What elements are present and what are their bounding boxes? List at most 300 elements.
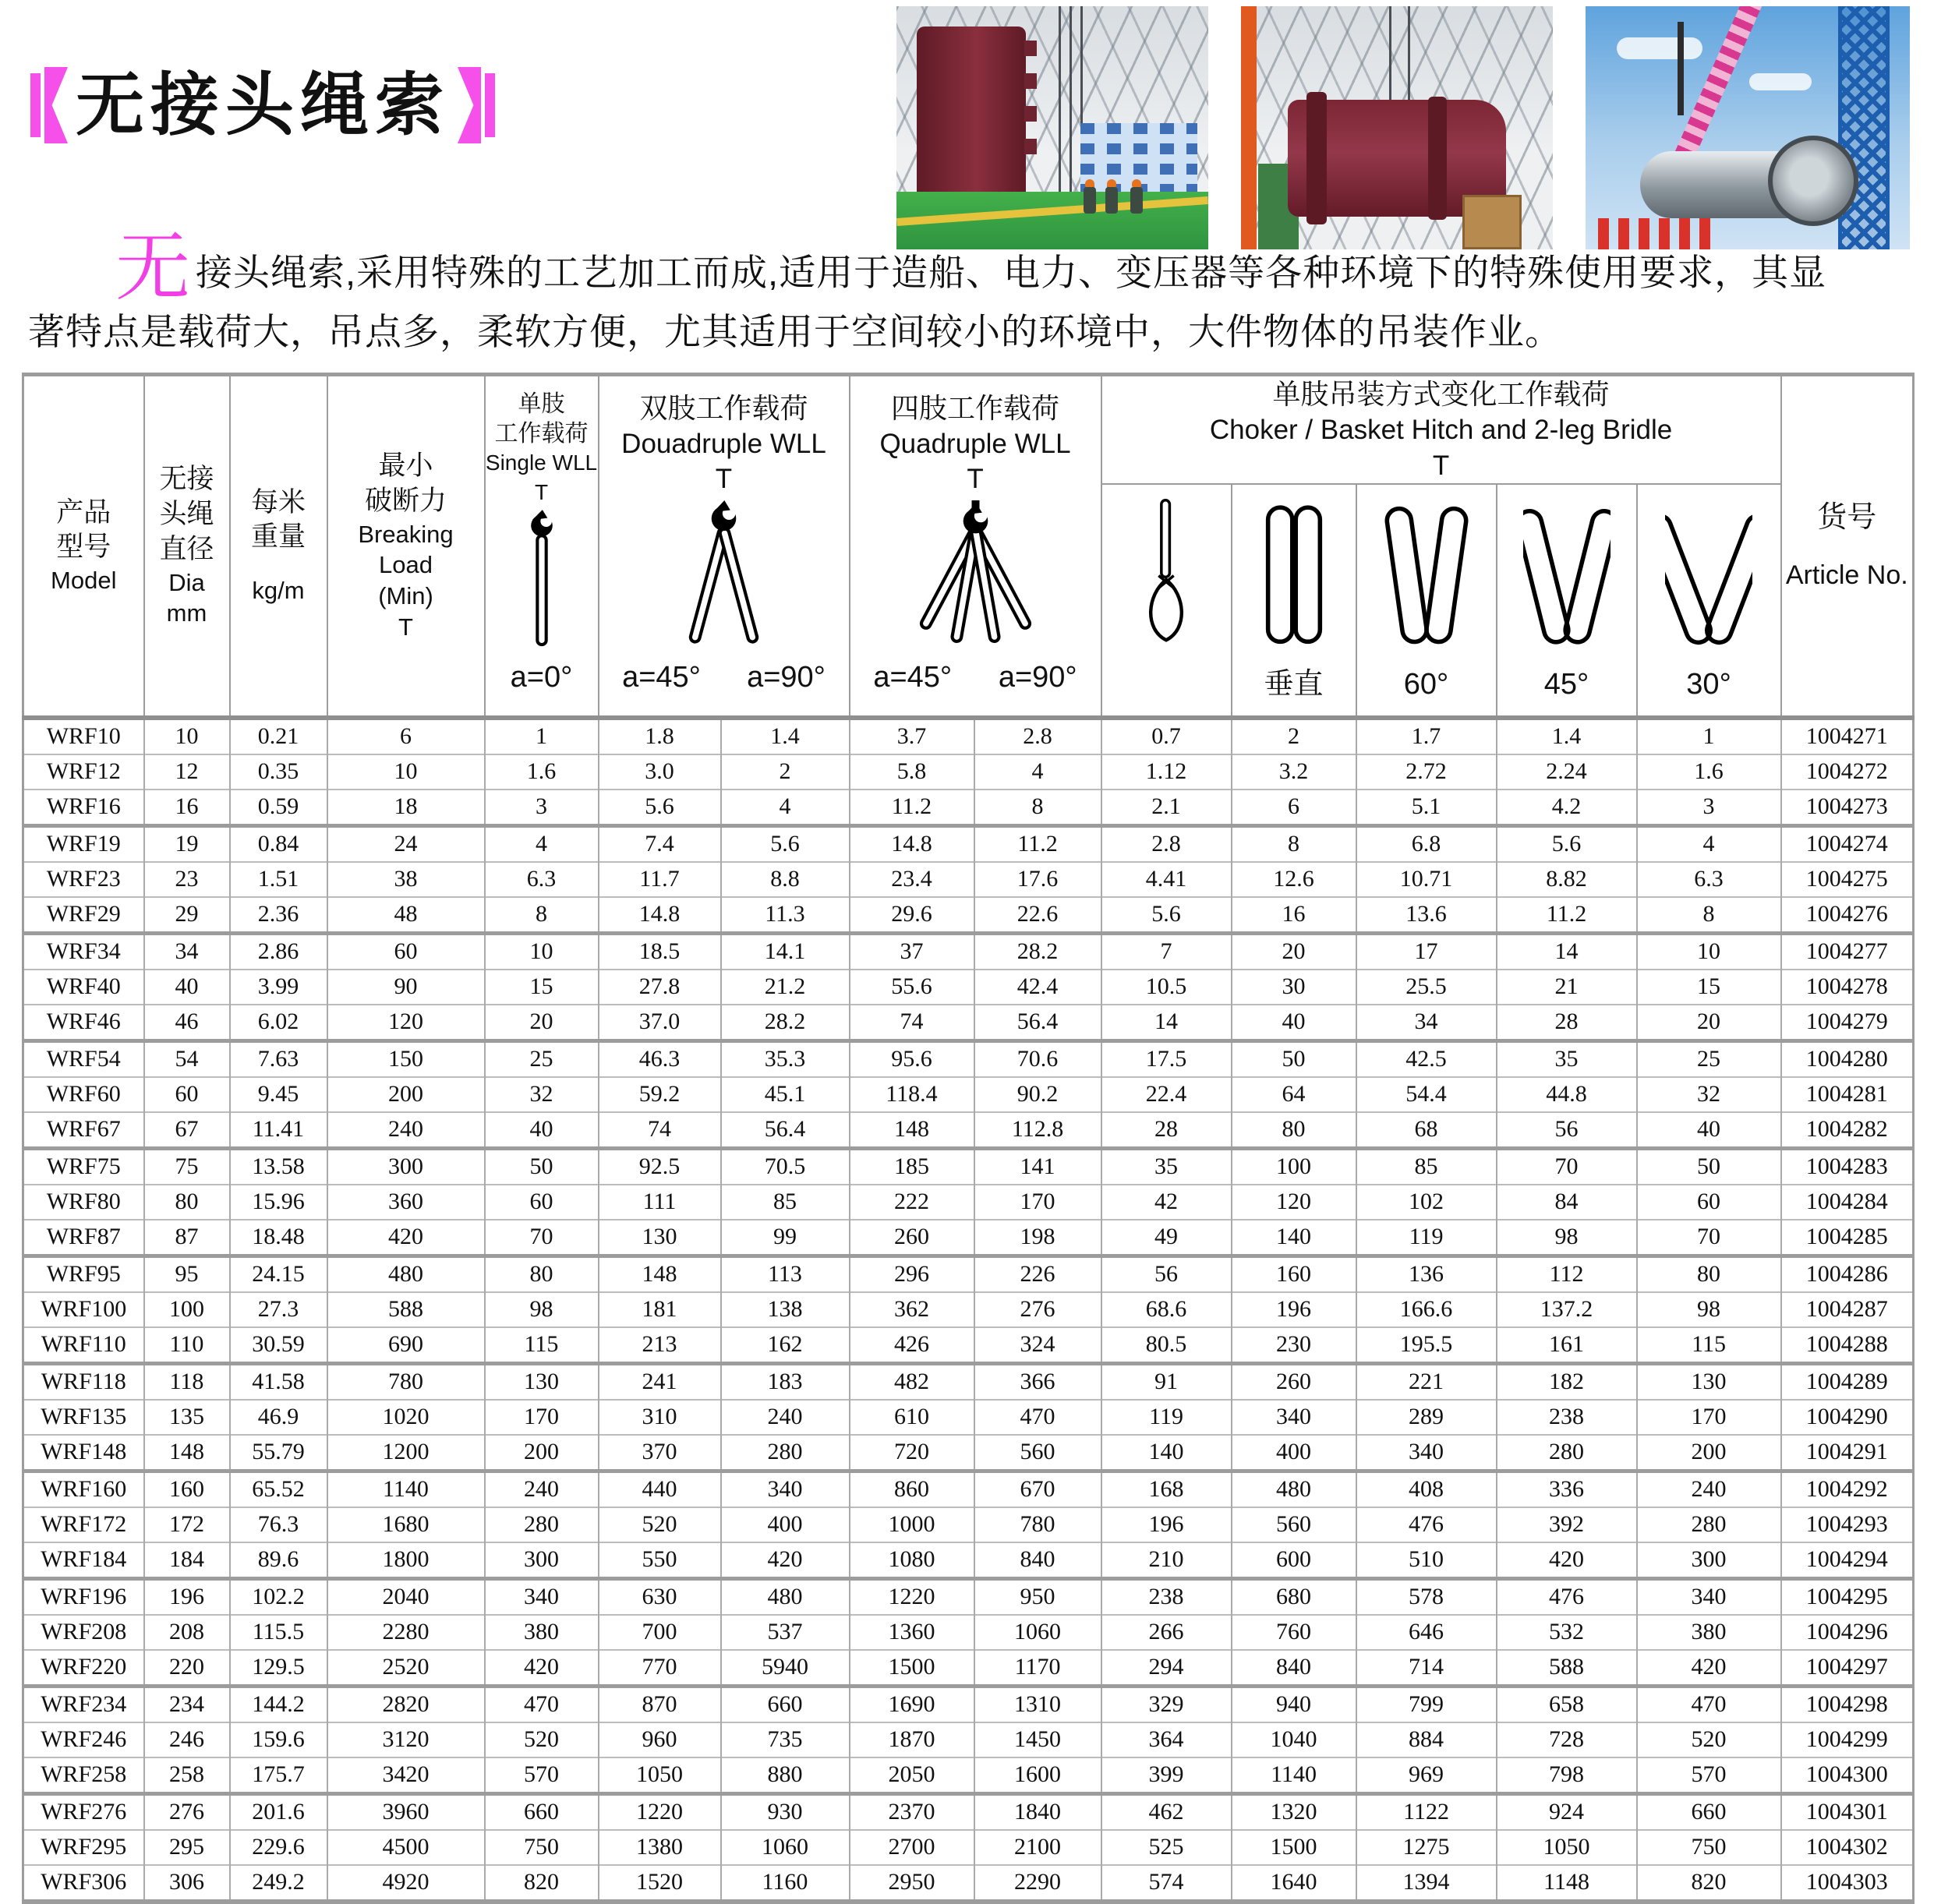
cell-double-wll-a90: 5940	[721, 1650, 850, 1687]
cell-double-wll-a90: 28.2	[721, 1005, 850, 1041]
cell-quad-wll-a90: 950	[974, 1578, 1101, 1615]
cell-basket-45: 112	[1497, 1256, 1637, 1292]
cell-double-wll-a45: 770	[599, 1650, 721, 1687]
cell-model: WRF135	[23, 1400, 144, 1435]
cell-basket-45: 924	[1497, 1793, 1637, 1830]
cell-single-wll-a0: 6.3	[485, 862, 599, 897]
cell-double-wll-a90: 99	[721, 1220, 850, 1256]
title-bracket-right-icon	[458, 67, 481, 143]
cell-weight-kg-m: 144.2	[230, 1686, 327, 1722]
cell-quad-wll-a90: 170	[974, 1185, 1101, 1220]
cell-double-wll-a45: 520	[599, 1507, 721, 1542]
cell-breaking-load: 360	[327, 1185, 485, 1220]
cell-double-wll-a45: 550	[599, 1542, 721, 1579]
cell-double-wll-a45: 130	[599, 1220, 721, 1256]
table-row	[23, 1005, 1914, 1041]
cell-basket-vertical: 1640	[1232, 1865, 1356, 1902]
cell-article-no: 1004274	[1781, 825, 1914, 862]
cell-basket-vertical: 8	[1232, 825, 1356, 862]
cell-breaking-load: 48	[327, 897, 485, 934]
cell-quad-wll-a45: 11.2	[850, 790, 974, 826]
cell-basket-60: 17	[1356, 933, 1497, 970]
cell-dia-mm: 196	[144, 1578, 230, 1615]
cell-basket-45: 336	[1497, 1471, 1637, 1507]
cell-basket-60: 42.5	[1356, 1040, 1497, 1077]
cell-double-wll-a90: 880	[721, 1757, 850, 1794]
cell-dia-mm: 295	[144, 1830, 230, 1865]
cell-basket-60: 10.71	[1356, 862, 1497, 897]
cell-quad-wll-a45: 1220	[850, 1578, 974, 1615]
cell-basket-vertical: 12.6	[1232, 862, 1356, 897]
cell-basket-vertical: 80	[1232, 1112, 1356, 1149]
cell-basket-60: 1122	[1356, 1793, 1497, 1830]
cell-basket-vertical: 64	[1232, 1077, 1356, 1112]
cell-quad-wll-a90: 324	[974, 1327, 1101, 1364]
cell-basket-vertical: 140	[1232, 1220, 1356, 1256]
cell-article-no: 1004280	[1781, 1040, 1914, 1077]
cell-article-no: 1004299	[1781, 1722, 1914, 1757]
cell-breaking-load: 24	[327, 825, 485, 862]
cell-breaking-load: 1140	[327, 1471, 485, 1507]
cell-weight-kg-m: 89.6	[230, 1542, 327, 1579]
cell-basket-45: 35	[1497, 1040, 1637, 1077]
cell-basket-60: 13.6	[1356, 897, 1497, 934]
cell-basket-30: 20	[1637, 1005, 1781, 1041]
cell-basket-vertical: 260	[1232, 1363, 1356, 1400]
cell-double-wll-a90: 400	[721, 1507, 850, 1542]
cell-basket-45: 280	[1497, 1435, 1637, 1471]
cell-quad-wll-a90: 28.2	[974, 933, 1101, 970]
cell-model: WRF23	[23, 862, 144, 897]
cell-basket-30: 70	[1637, 1220, 1781, 1256]
cell-quad-wll-a45: 29.6	[850, 897, 974, 934]
cell-basket-45: 1148	[1497, 1865, 1637, 1902]
subcol-basket-60: 60°	[1356, 484, 1497, 718]
cell-article-no: 1004303	[1781, 1865, 1914, 1902]
cell-basket-30: 1	[1637, 718, 1781, 754]
cell-choker: 168	[1101, 1471, 1232, 1507]
photo-workshop-vertical-lift	[896, 6, 1208, 249]
cell-dia-mm: 87	[144, 1220, 230, 1256]
cell-weight-kg-m: 30.59	[230, 1327, 327, 1364]
cell-basket-60: 1394	[1356, 1865, 1497, 1902]
cell-basket-vertical: 160	[1232, 1256, 1356, 1292]
cell-single-wll-a0: 170	[485, 1400, 599, 1435]
cell-basket-30: 10	[1637, 933, 1781, 970]
cell-dia-mm: 16	[144, 790, 230, 826]
cell-dia-mm: 234	[144, 1686, 230, 1722]
cell-weight-kg-m: 1.51	[230, 862, 327, 897]
col-header-weight: 每米 重量 kg/m	[230, 375, 327, 718]
cell-article-no: 1004289	[1781, 1363, 1914, 1400]
cell-model: WRF172	[23, 1507, 144, 1542]
cell-choker: 2.1	[1101, 790, 1232, 826]
tank-fin	[1024, 106, 1037, 122]
cell-quad-wll-a90: 1600	[974, 1757, 1101, 1794]
cell-dia-mm: 276	[144, 1793, 230, 1830]
cell-basket-vertical: 1500	[1232, 1830, 1356, 1865]
cell-quad-wll-a90: 42.4	[974, 970, 1101, 1005]
basket-45-icon	[1523, 499, 1610, 655]
cell-quad-wll-a45: 720	[850, 1435, 974, 1471]
cell-quad-wll-a45: 95.6	[850, 1040, 974, 1077]
cell-single-wll-a0: 750	[485, 1830, 599, 1865]
cell-basket-30: 6.3	[1637, 862, 1781, 897]
cell-basket-45: 392	[1497, 1507, 1637, 1542]
cell-double-wll-a90: 240	[721, 1400, 850, 1435]
cell-basket-30: 300	[1637, 1542, 1781, 1579]
cell-double-wll-a90: 56.4	[721, 1112, 850, 1149]
cell-double-wll-a45: 1380	[599, 1830, 721, 1865]
cell-choker: 238	[1101, 1578, 1232, 1615]
cell-basket-30: 170	[1637, 1400, 1781, 1435]
intro-dropcap: 无	[115, 226, 191, 309]
cell-quad-wll-a90: 2.8	[974, 718, 1101, 754]
cell-article-no: 1004284	[1781, 1185, 1914, 1220]
photo-outdoor-crane-lift	[1586, 6, 1910, 249]
cell-double-wll-a90: 2	[721, 754, 850, 790]
cell-basket-45: 5.6	[1497, 825, 1637, 862]
subcol-basket-vertical: 垂直	[1232, 484, 1356, 718]
cell-breaking-load: 3420	[327, 1757, 485, 1794]
cell-article-no: 1004293	[1781, 1507, 1914, 1542]
table-row	[23, 1292, 1914, 1327]
cell-breaking-load: 38	[327, 862, 485, 897]
cell-weight-kg-m: 159.6	[230, 1722, 327, 1757]
cell-basket-45: 4.2	[1497, 790, 1637, 826]
cell-double-wll-a90: 162	[721, 1327, 850, 1364]
cell-double-wll-a45: 440	[599, 1471, 721, 1507]
cell-breaking-load: 4500	[327, 1830, 485, 1865]
cell-quad-wll-a45: 14.8	[850, 825, 974, 862]
cell-article-no: 1004281	[1781, 1077, 1914, 1112]
cell-model: WRF246	[23, 1722, 144, 1757]
cell-dia-mm: 306	[144, 1865, 230, 1902]
cell-quad-wll-a45: 1360	[850, 1615, 974, 1650]
cell-choker: 56	[1101, 1256, 1232, 1292]
cell-article-no: 1004272	[1781, 754, 1914, 790]
cell-weight-kg-m: 55.79	[230, 1435, 327, 1471]
cell-single-wll-a0: 660	[485, 1793, 599, 1830]
cell-double-wll-a45: 1520	[599, 1865, 721, 1902]
cell-quad-wll-a90: 1170	[974, 1650, 1101, 1687]
cell-single-wll-a0: 300	[485, 1542, 599, 1579]
cell-breaking-load: 2280	[327, 1615, 485, 1650]
cell-double-wll-a45: 181	[599, 1292, 721, 1327]
cell-quad-wll-a90: 226	[974, 1256, 1101, 1292]
cell-basket-45: 11.2	[1497, 897, 1637, 934]
cell-basket-30: 570	[1637, 1757, 1781, 1794]
wire-rope	[1070, 6, 1072, 210]
transformer-tank	[917, 26, 1026, 203]
cell-weight-kg-m: 102.2	[230, 1578, 327, 1615]
cell-weight-kg-m: 18.48	[230, 1220, 327, 1256]
cell-basket-30: 50	[1637, 1148, 1781, 1185]
table-row	[23, 1077, 1914, 1112]
cell-article-no: 1004295	[1781, 1578, 1914, 1615]
cell-basket-30: 1.6	[1637, 754, 1781, 790]
cell-basket-vertical: 3.2	[1232, 754, 1356, 790]
table-row	[23, 1148, 1914, 1185]
cell-quad-wll-a45: 426	[850, 1327, 974, 1364]
cell-model: WRF196	[23, 1578, 144, 1615]
cell-basket-vertical: 30	[1232, 970, 1356, 1005]
intro-line-1-text: 接头绳索,采用特殊的工艺加工而成,适用于造船、电力、变压器等各种环境下的特殊使用要求，其显	[196, 252, 1827, 293]
cell-double-wll-a90: 340	[721, 1471, 850, 1507]
table-row	[23, 790, 1914, 826]
quad-leg-sling-icon	[903, 496, 1048, 659]
worker	[1130, 187, 1143, 214]
intro-line-1	[28, 226, 1915, 309]
cell-basket-30: 820	[1637, 1865, 1781, 1902]
cell-basket-45: 420	[1497, 1542, 1637, 1579]
cell-double-wll-a45: 74	[599, 1112, 721, 1149]
cell-basket-vertical: 100	[1232, 1148, 1356, 1185]
cell-breaking-load: 2520	[327, 1650, 485, 1687]
cell-quad-wll-a90: 276	[974, 1292, 1101, 1327]
table-body	[23, 718, 1914, 1902]
basket-30-icon	[1665, 499, 1752, 655]
cell-basket-vertical: 40	[1232, 1005, 1356, 1041]
cell-dia-mm: 100	[144, 1292, 230, 1327]
cell-article-no: 1004277	[1781, 933, 1914, 970]
cell-breaking-load: 150	[327, 1040, 485, 1077]
worker	[1105, 187, 1118, 214]
cell-model: WRF40	[23, 970, 144, 1005]
cell-basket-60: 714	[1356, 1650, 1497, 1687]
cell-quad-wll-a90: 4	[974, 754, 1101, 790]
cell-breaking-load: 300	[327, 1148, 485, 1185]
cell-basket-vertical: 50	[1232, 1040, 1356, 1077]
cell-quad-wll-a45: 55.6	[850, 970, 974, 1005]
cell-basket-45: 1.4	[1497, 718, 1637, 754]
cell-choker: 0.7	[1101, 718, 1232, 754]
cell-double-wll-a45: 1.8	[599, 718, 721, 754]
cell-quad-wll-a45: 37	[850, 933, 974, 970]
cell-quad-wll-a45: 1690	[850, 1686, 974, 1722]
lifting-band	[1428, 97, 1447, 220]
cell-basket-30: 380	[1637, 1615, 1781, 1650]
cell-article-no: 1004300	[1781, 1757, 1914, 1794]
cell-double-wll-a45: 27.8	[599, 970, 721, 1005]
cell-single-wll-a0: 1.6	[485, 754, 599, 790]
cell-double-wll-a45: 870	[599, 1686, 721, 1722]
cell-model: WRF160	[23, 1471, 144, 1507]
title-bar-right-icon	[485, 73, 495, 137]
cell-basket-45: 161	[1497, 1327, 1637, 1364]
cell-double-wll-a45: 37.0	[599, 1005, 721, 1041]
cell-single-wll-a0: 420	[485, 1650, 599, 1687]
cell-basket-vertical: 2	[1232, 718, 1356, 754]
cell-basket-60: 646	[1356, 1615, 1497, 1650]
cell-quad-wll-a90: 8	[974, 790, 1101, 826]
cell-model: WRF75	[23, 1148, 144, 1185]
cell-double-wll-a90: 183	[721, 1363, 850, 1400]
cell-single-wll-a0: 570	[485, 1757, 599, 1794]
cell-basket-45: 588	[1497, 1650, 1637, 1687]
cell-dia-mm: 118	[144, 1363, 230, 1400]
cell-single-wll-a0: 115	[485, 1327, 599, 1364]
cell-dia-mm: 75	[144, 1148, 230, 1185]
cell-model: WRF60	[23, 1077, 144, 1112]
wooden-crate	[1462, 195, 1522, 249]
cell-double-wll-a90: 11.3	[721, 897, 850, 934]
table-row	[23, 1722, 1914, 1757]
cell-basket-30: 520	[1637, 1722, 1781, 1757]
cell-model: WRF208	[23, 1615, 144, 1650]
cell-double-wll-a90: 480	[721, 1578, 850, 1615]
title-bracket-left-icon	[44, 67, 68, 143]
cell-choker: 210	[1101, 1542, 1232, 1579]
cell-basket-45: 8.82	[1497, 862, 1637, 897]
cell-basket-45: 2.24	[1497, 754, 1637, 790]
cell-basket-30: 420	[1637, 1650, 1781, 1687]
cell-basket-30: 130	[1637, 1363, 1781, 1400]
crane-hook-line	[1678, 22, 1684, 115]
cell-weight-kg-m: 13.58	[230, 1148, 327, 1185]
cell-weight-kg-m: 65.52	[230, 1471, 327, 1507]
subcol-basket-30: 30°	[1637, 484, 1781, 718]
cell-double-wll-a45: 5.6	[599, 790, 721, 826]
cell-breaking-load: 3120	[327, 1722, 485, 1757]
cell-basket-45: 728	[1497, 1722, 1637, 1757]
subcol-basket-45: 45°	[1497, 484, 1637, 718]
cell-basket-60: 68	[1356, 1112, 1497, 1149]
cell-breaking-load: 1200	[327, 1435, 485, 1471]
cell-quad-wll-a90: 1450	[974, 1722, 1101, 1757]
cell-quad-wll-a45: 74	[850, 1005, 974, 1041]
cell-basket-60: 1.7	[1356, 718, 1497, 754]
cell-choker: 17.5	[1101, 1040, 1232, 1077]
cell-choker: 119	[1101, 1400, 1232, 1435]
cell-double-wll-a90: 21.2	[721, 970, 850, 1005]
cell-single-wll-a0: 1	[485, 718, 599, 754]
cell-basket-vertical: 20	[1232, 933, 1356, 970]
col-header-choker-group: 单肢吊装方式变化工作载荷 Choker / Basket Hitch and 2-leg Bridle T	[1101, 375, 1781, 484]
cell-double-wll-a90: 45.1	[721, 1077, 850, 1112]
cell-dia-mm: 208	[144, 1615, 230, 1650]
cell-breaking-load: 18	[327, 790, 485, 826]
cell-basket-45: 84	[1497, 1185, 1637, 1220]
cell-article-no: 1004283	[1781, 1148, 1914, 1185]
cell-model: WRF184	[23, 1542, 144, 1579]
cell-weight-kg-m: 0.21	[230, 718, 327, 754]
table-row	[23, 1686, 1914, 1722]
cell-quad-wll-a45: 1000	[850, 1507, 974, 1542]
cell-quad-wll-a45: 1500	[850, 1650, 974, 1687]
cell-basket-30: 660	[1637, 1793, 1781, 1830]
cell-weight-kg-m: 3.99	[230, 970, 327, 1005]
cell-double-wll-a45: 46.3	[599, 1040, 721, 1077]
cell-weight-kg-m: 24.15	[230, 1256, 327, 1292]
cell-model: WRF100	[23, 1292, 144, 1327]
col-header-single-wll: 单肢 工作载荷 Single WLL T a=0°	[485, 375, 599, 718]
cell-quad-wll-a90: 780	[974, 1507, 1101, 1542]
cylinder-flange	[1768, 136, 1858, 226]
cell-article-no: 1004285	[1781, 1220, 1914, 1256]
cell-article-no: 1004273	[1781, 790, 1914, 826]
cell-quad-wll-a90: 2290	[974, 1865, 1101, 1902]
cell-weight-kg-m: 115.5	[230, 1615, 327, 1650]
table-row	[23, 1650, 1914, 1687]
cell-model: WRF16	[23, 790, 144, 826]
page-title-block	[27, 67, 499, 143]
cell-quad-wll-a45: 610	[850, 1400, 974, 1435]
cell-single-wll-a0: 70	[485, 1220, 599, 1256]
cell-choker: 49	[1101, 1220, 1232, 1256]
cell-article-no: 1004292	[1781, 1471, 1914, 1507]
cell-basket-vertical: 1140	[1232, 1757, 1356, 1794]
cell-double-wll-a90: 4	[721, 790, 850, 826]
cell-quad-wll-a90: 112.8	[974, 1112, 1101, 1149]
worker	[1084, 187, 1096, 214]
cell-quad-wll-a90: 22.6	[974, 897, 1101, 934]
cell-model: WRF148	[23, 1435, 144, 1471]
cell-basket-vertical: 120	[1232, 1185, 1356, 1220]
cell-basket-60: 969	[1356, 1757, 1497, 1794]
cell-dia-mm: 34	[144, 933, 230, 970]
cell-basket-60: 2.72	[1356, 754, 1497, 790]
cell-article-no: 1004290	[1781, 1400, 1914, 1435]
cell-choker: 462	[1101, 1793, 1232, 1830]
col-header-double-wll: 双肢工作载荷 Douadruple WLL T a=45° a=90°	[599, 375, 850, 718]
cell-basket-45: 798	[1497, 1757, 1637, 1794]
cell-model: WRF306	[23, 1865, 144, 1902]
cell-choker: 140	[1101, 1435, 1232, 1471]
cell-weight-kg-m: 175.7	[230, 1757, 327, 1794]
cell-breaking-load: 6	[327, 718, 485, 754]
cell-double-wll-a45: 1220	[599, 1793, 721, 1830]
cell-double-wll-a90: 1.4	[721, 718, 850, 754]
cell-basket-30: 750	[1637, 1830, 1781, 1865]
cell-choker: 329	[1101, 1686, 1232, 1722]
cell-basket-60: 119	[1356, 1220, 1497, 1256]
cell-weight-kg-m: 249.2	[230, 1865, 327, 1902]
cell-basket-45: 70	[1497, 1148, 1637, 1185]
cell-article-no: 1004271	[1781, 718, 1914, 754]
cell-double-wll-a45: 213	[599, 1327, 721, 1364]
cell-double-wll-a45: 111	[599, 1185, 721, 1220]
cell-basket-45: 476	[1497, 1578, 1637, 1615]
cell-single-wll-a0: 520	[485, 1722, 599, 1757]
wire-rope	[1408, 6, 1410, 108]
cell-double-wll-a90: 537	[721, 1615, 850, 1650]
cell-model: WRF295	[23, 1830, 144, 1865]
cell-choker: 14	[1101, 1005, 1232, 1041]
cell-basket-60: 289	[1356, 1400, 1497, 1435]
page-title: 无接头绳索	[76, 66, 451, 143]
cell-basket-45: 56	[1497, 1112, 1637, 1149]
cell-quad-wll-a45: 1870	[850, 1722, 974, 1757]
cell-basket-45: 14	[1497, 933, 1637, 970]
cell-dia-mm: 40	[144, 970, 230, 1005]
cell-single-wll-a0: 3	[485, 790, 599, 826]
cell-single-wll-a0: 20	[485, 1005, 599, 1041]
cell-basket-vertical: 340	[1232, 1400, 1356, 1435]
cell-dia-mm: 135	[144, 1400, 230, 1435]
cell-single-wll-a0: 10	[485, 933, 599, 970]
cell-basket-60: 408	[1356, 1471, 1497, 1507]
cell-basket-30: 115	[1637, 1327, 1781, 1364]
cell-quad-wll-a90: 70.6	[974, 1040, 1101, 1077]
cell-basket-vertical: 196	[1232, 1292, 1356, 1327]
col-header-model: 产品 型号 Model	[23, 375, 144, 718]
cell-choker: 68.6	[1101, 1292, 1232, 1327]
cell-basket-vertical: 480	[1232, 1471, 1356, 1507]
cell-quad-wll-a45: 23.4	[850, 862, 974, 897]
cell-dia-mm: 54	[144, 1040, 230, 1077]
cell-quad-wll-a90: 90.2	[974, 1077, 1101, 1112]
